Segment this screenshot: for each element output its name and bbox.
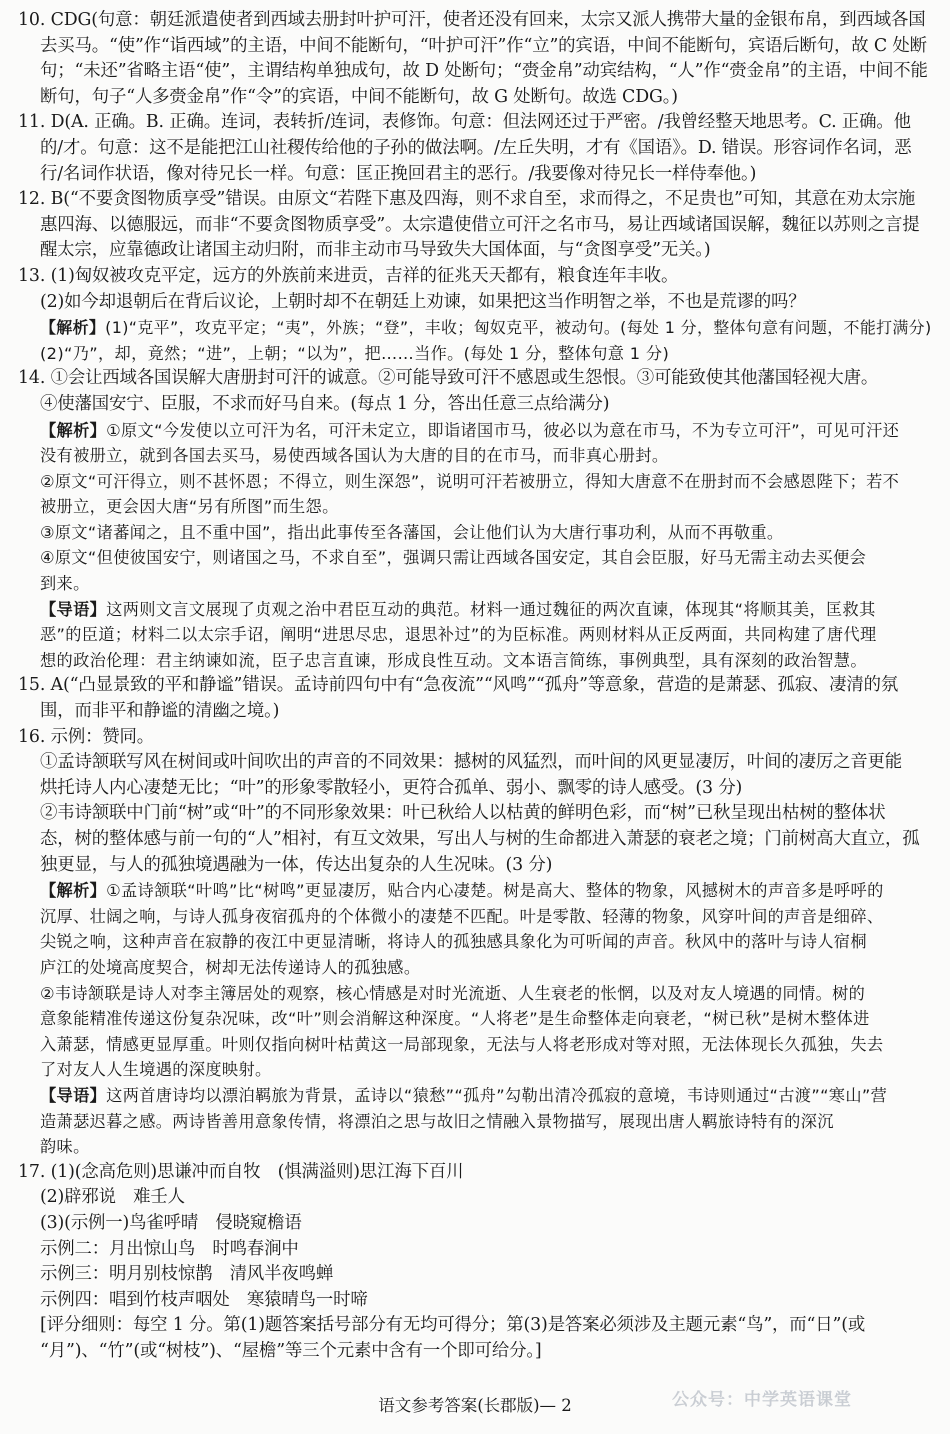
line-text: 15. A(“凸显景致的平和静谧”错误。孟诗前四句中有“急夜流”“风鸣”“孤舟”等意象，营造的是萧瑟、孤寂、凄清的氛 (18, 675, 899, 696)
text-line (18, 59, 936, 85)
line-text: 意象能精准传递这份复杂况味，改“叶”则会消解这种深度。“人将老”是生命整体走向衰老，“树已秋”是树木整体进 (40, 1009, 870, 1029)
text-line (18, 1109, 936, 1135)
line-text: 态，树的整体感与前一句的“人”相衬，有互文效果，写出人与树的生命都进入萧瑟的衰老之境；门前树高大直立，孤 (40, 829, 920, 849)
line-text: (2)如今却退朝后在背后议论，上朝时却不在朝廷上劝谏，如果把这当作明智之举，不也是荒谬的吗？ (40, 291, 806, 312)
line-text: 恶”的臣道；材料二以太宗手诏，阐明“进思尽忠，退思补过”的为臣标准。两则材料从正反两面，共同构建了唐代理 (40, 625, 877, 645)
text-line (18, 776, 936, 802)
line-text: ②原文“可汗得立，则不甚怀恩；不得立，则生深怨”，说明可汗若被册立，得知大唐意不在册封而不会感恩陛下；若不 (40, 471, 900, 491)
text-line (18, 750, 936, 776)
text-line (18, 1032, 936, 1058)
text-line (18, 673, 936, 699)
section-tag: 【解析】 (40, 881, 107, 901)
line-text: ①孟诗颔联“叶鸣”比“树鸣”更显凄厉，贴合内心凄楚。树是高大、整体的物象，风撼树木的声音多是呼呼的 (106, 881, 884, 901)
line-text: (2)“乃”，却，竟然；“进”，上朝；“以为”，把……当作。(每处 1 分，整体句意 1 分) (40, 343, 670, 363)
text-line (18, 1006, 936, 1032)
text-line (18, 1160, 936, 1186)
line-text: ④原文“但使彼国安宁，则诸国之马，不求自至”，强调只需让西域各国安定，其自会臣服，好马无需主动去买便会 (40, 548, 867, 568)
text-line (18, 469, 936, 495)
text-line (18, 1211, 936, 1237)
line-text: (3)(示例一)鸟雀呼晴 侵晓窥檐语 (40, 1212, 302, 1233)
text-line (18, 162, 936, 188)
line-text: 想的政治伦理：君主纳谏如流，臣子忠言直谏，形成良性互动。文本语言简练，事例典型，具有深刻的政治智慧。 (40, 650, 867, 670)
line-text: ②韦诗颔联中门前“树”或“叶”的不同形象效果：叶已秋给人以枯黄的鲜明色彩，而“树”已秋呈现出枯树的整体状 (40, 803, 886, 824)
text-line (18, 85, 936, 111)
line-text: ③原文“诸蕃闻之，且不重中国”，指出此事传至各藩国，会让他们认为大唐行事功利，从而不再敬重。 (40, 522, 784, 542)
line-text: 独更显，与人的孤独境遇融为一体，传达出复杂的人生况味。(3 分) (40, 854, 553, 875)
line-text: 到来。 (40, 574, 90, 594)
line-text: 11. D(A. 正确。B. 正确。连词，表转折/连词，表修饰。句意：但法网还过于严密。/我曾经整天地思考。C. 正确。他 (18, 112, 911, 133)
text-line (18, 1057, 936, 1083)
text-line (18, 110, 936, 136)
line-text: 这两则文言文展现了贞观之治中君臣互动的典范。材料一通过魏征的两次直谏，体现其“将顺其美，匡救其 (106, 599, 876, 619)
text-line (18, 34, 936, 60)
text-line (18, 699, 936, 725)
text-line (18, 1313, 936, 1339)
line-text: 惠四海、以德服远，而非“不要贪图物质享受”。太宗遣使借立可汗之名市马，易让西域诸国误解，魏征以苏则之言提 (40, 214, 920, 235)
text-line (18, 1262, 936, 1288)
line-text: ④使藩国安宁、臣服，不求而好马自来。(每点 1 分，答出任意三点给满分) (40, 393, 610, 414)
line-text: 14. ①会让西域各国误解大唐册封可汗的诚意。②可能导致可汗不感恩或生怨恨。③可能致使其他藩国轻视大唐。 (18, 368, 879, 389)
line-text: ②韦诗颔联是诗人对李主簿居处的观察，核心情感是对时光流逝、人生衰老的怅惘，以及对友人境遇的同情。树的 (40, 983, 866, 1003)
line-text: 13. (1)匈奴被攻克平定，远方的外族前来进贡，吉祥的征兆天天都有，粮食连年丰收。 (18, 265, 679, 286)
line-text: 10. CDG(句意：朝廷派遣使者到西域去册封叶护可汗，使者还没有回来，太宗又派人携带大量的金银布帛，到西域各国 (18, 10, 926, 30)
text-line (18, 392, 936, 418)
text-line (18, 1185, 936, 1211)
line-text: 这两首唐诗均以漂泊羁旅为背景，孟诗以“猿愁”“孤舟”勾勒出清冷孤寂的意境，韦诗则通过“古渡”“寒山”营 (106, 1085, 888, 1105)
text-line (18, 520, 936, 546)
text-line (18, 597, 936, 623)
text-line (18, 366, 936, 392)
text-line (18, 853, 936, 879)
text-line (18, 981, 936, 1007)
text-line (18, 725, 936, 751)
line-text: “月”)、“竹”(或“树枝”)、“屋檐”等三个元素中含有一个即可给分。] (40, 1340, 542, 1361)
text-line (18, 801, 936, 827)
line-text: 12. B(“不要贪图物质享受”错误。由原文“若陛下惠及四海，则不求自至，求而得之，不足贵也”可知，其意在劝太宗施 (18, 189, 916, 210)
line-text: 句；“未还”省略主语“使”，主谓结构单独成句，故 D 处断句；“赍金帛”动宾结构，“人”作“赍金帛”的主语，中间不能 (40, 61, 928, 82)
line-text: ①原文“今发使以立可汗为名，可汗未定立，即诣诸国市马，彼必以为意在市马，不为专立可汗”，可见可汗还 (106, 420, 900, 440)
line-text: 的/才。句意：这不是能把江山社稷传给他的子孙的做法啊。/左丘失明，才有《国语》。D. 错误。形容词作名词，恶 (40, 137, 912, 158)
line-text: 行/名词作状语，像对待兄长一样。句意：匡正挽回君主的恶行。/我要像对待兄长一样侍奉他。) (40, 163, 757, 184)
text-line (18, 8, 936, 34)
line-text: 断句，句子“人多赍金帛”作“令”的宾语，中间不能断句，故 G 处断句。故选 CDG。) (40, 86, 678, 107)
section-tag: 【解析】 (40, 318, 106, 338)
text-line (18, 1083, 936, 1109)
line-text: 了对友人人生境遇的深度映射。 (40, 1060, 272, 1080)
line-text: 示例四：唱到竹枝声咽处 寒猿晴鸟一时啼 (40, 1289, 368, 1310)
line-text: 醒太宗，应靠德政让诸国主动归附，而非主动市马导致失大国体面，与“贪图享受”无关。) (40, 240, 711, 261)
line-text: 庐江的处境高度契合，树却无法传递诗人的孤独感。 (40, 957, 421, 977)
text-line (18, 955, 936, 981)
line-text: [评分细则：每空 1 分。第(1)题答案括号部分有无均可得分；第(3)是答案必须涉及主题元素“鸟”，而“日”(或 (40, 1315, 866, 1336)
text-line (18, 929, 936, 955)
line-text: 去买马。“使”作“诣西域”的主语，中间不能断句，“叶护可汗”作“立”的宾语，中间不能断句，宾语后断句，故 C 处断 (40, 35, 927, 56)
section-tag: 【导语】 (40, 599, 107, 619)
text-line (18, 1134, 936, 1160)
line-text: 尖锐之响，这种声音在寂静的夜江中更显清晰，将诗人的孤独感具象化为可听闻的声音。秋风中的落叶与诗人宿桐 (40, 932, 867, 952)
text-line (18, 264, 936, 290)
page-footer: 语文参考答案(长郡版)— 2 (378, 1396, 572, 1415)
watermark: 公众号：中学英语课堂 (672, 1390, 852, 1410)
text-line (18, 827, 936, 853)
line-text: 示例三：明月别枝惊鹊 清风半夜鸣蝉 (40, 1264, 334, 1285)
text-line (18, 1237, 936, 1263)
line-text: 17. (1)(念高危则)思谦冲而自牧 (惧满溢则)思江海下百川 (18, 1161, 464, 1182)
text-line (18, 238, 936, 264)
text-line (18, 443, 936, 469)
text-line (18, 315, 936, 341)
text-line (18, 1288, 936, 1314)
line-text: 造萧瑟迟暮之感。两诗皆善用意象传情，将漂泊之思与故旧之情融入景物描写，展现出唐人羁旅诗特有的深沉 (40, 1111, 834, 1131)
text-line (18, 571, 936, 597)
text-line (18, 494, 936, 520)
text-line (18, 341, 936, 367)
line-text: 沉厚、壮阔之响，与诗人孤身夜宿孤舟的个体微小的凄楚不匹配。叶是零散、轻薄的物象，风穿叶间的声音是细碎、 (40, 906, 884, 926)
text-line (18, 904, 936, 930)
line-text: 示例二：月出惊山鸟 时鸣春涧中 (40, 1238, 299, 1259)
line-text: 围，而非平和静谧的清幽之境。) (40, 701, 280, 722)
text-line (18, 290, 936, 316)
text-line (18, 648, 936, 674)
line-text: (2)辟邪说 难壬人 (40, 1187, 185, 1208)
text-line (18, 878, 936, 904)
answer-text-body (18, 8, 936, 1364)
text-line (18, 1339, 936, 1365)
line-text: 没有被册立，就到各国去买马，易使西域各国认为大唐的目的在市马，而非真心册封。 (40, 446, 669, 466)
line-text: ①孟诗颔联写风在树间或叶间吹出的声音的不同效果：撼树的风猛烈，而叶间的风更显凄厉，叶间的凄厉之音更能 (40, 752, 903, 773)
section-tag: 【导语】 (40, 1085, 107, 1105)
text-line (18, 418, 936, 444)
text-line (18, 545, 936, 571)
line-text: 被册立，更会因大唐“另有所图”而生怨。 (40, 497, 339, 517)
text-line (18, 187, 936, 213)
line-text: 烘托诗人内心凄楚无比；“叶”的形象零散轻小，更符合孤单、弱小、飘零的诗人感受。(3 分) (40, 777, 743, 798)
line-text: 入萧瑟，情感更显厚重。叶则仅指向树叶枯黄这一局部现象，无法与人将老形成对等对照，无法体现长久孤独，失去 (40, 1034, 884, 1054)
text-line (18, 213, 936, 239)
line-text: 韵味。 (40, 1137, 90, 1157)
line-text: (1)“克平”，攻克平定；“夷”，外族；“登”，丰收；匈奴克平，被动句。(每处 1 分，整体句意有问题，不能打满分) (105, 318, 932, 338)
line-text: 16. 示例：赞同。 (18, 726, 155, 747)
text-line (18, 136, 936, 162)
section-tag: 【解析】 (40, 420, 107, 440)
text-line (18, 622, 936, 648)
